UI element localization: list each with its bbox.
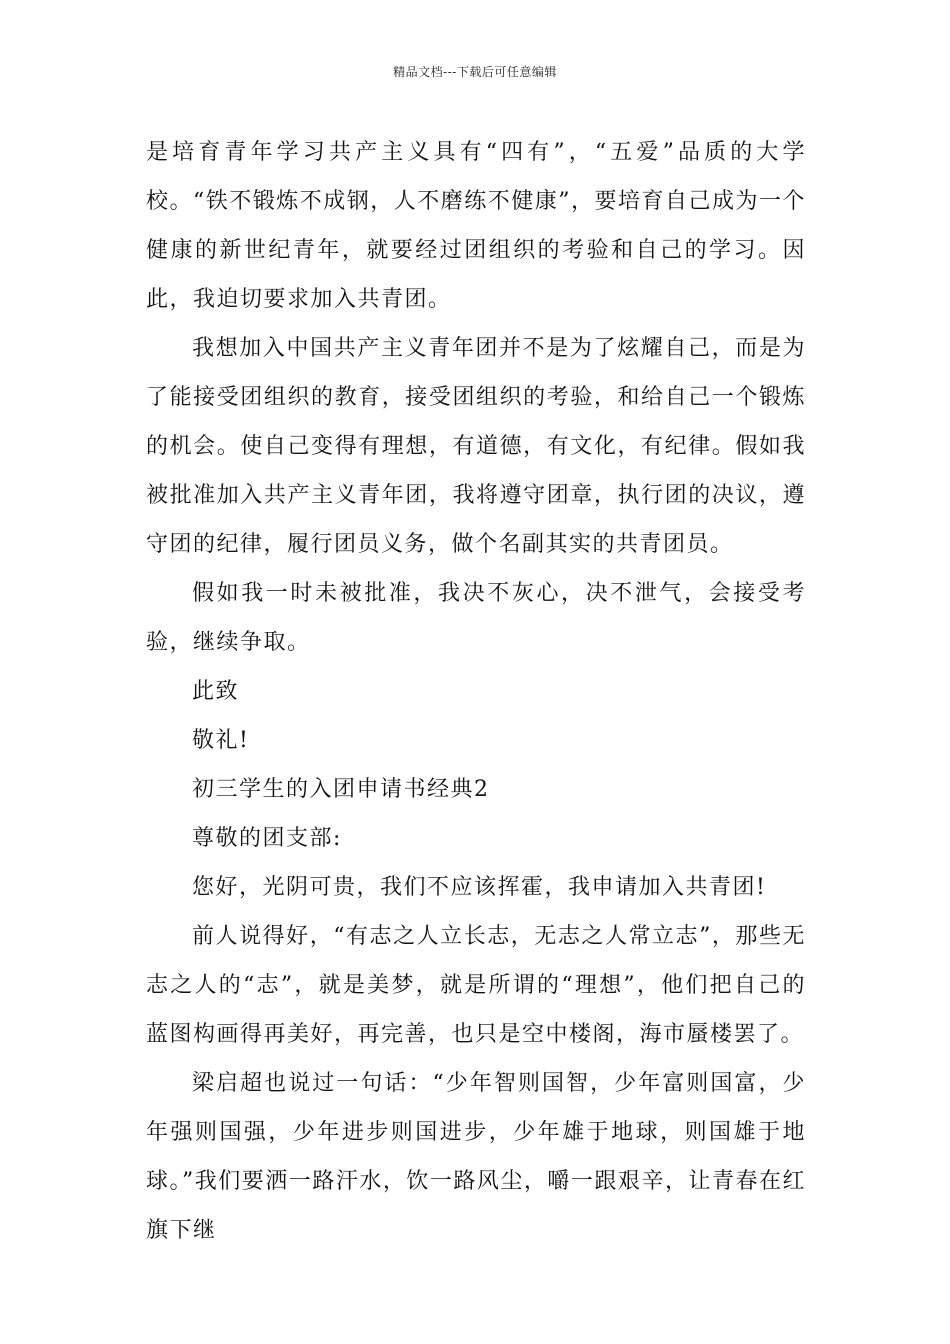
- section-title: 初三学生的入团申请书经典2: [192, 777, 490, 802]
- paragraph-continuation: 是培育青年学习共产主义具有“四有”，“五爱”品质的大学校。“铁不锻炼不成钢，人不磨练不健康”，要培育自己成为一个健康的新世纪青年，就要经过团组织的考验和自己的学习。因此，我迫切要求加入共青团。: [146, 140, 806, 312]
- page-header: 精品文档---下载后可任意编辑: [393, 65, 557, 79]
- paragraph-resolve: 假如我一时未被批准，我决不灰心，决不泄气，会接受考验，继续争取。: [146, 581, 806, 655]
- paragraph-quote: 梁启超也说过一句话：“少年智则国智，少年富则国富，少年强则国强，少年进步则国进步，少年雄于地球，则国雄于地球。”我们要洒一路汗水，饮一路风尘，嚼一跟艰辛，让青春在红旗下继: [146, 1071, 806, 1243]
- closing-respect: 敬礼!: [192, 728, 250, 753]
- document-body: [146, 128, 806, 1255]
- closing-salutation: 此致: [192, 679, 240, 704]
- letter-opening: 您好，光阴可贵，我们不应该挥霍，我申请加入共青团!: [192, 875, 767, 900]
- letter-greeting: 尊敬的团支部:: [192, 826, 342, 851]
- paragraph-ambition: 前人说得好，“有志之人立长志，无志之人常立志”，那些无志之人的“志”，就是美梦，就是所谓的“理想”，他们把自己的蓝图构画得再美好，再完善，也只是空中楼阁，海市蜃楼罢了。: [146, 924, 806, 1047]
- paragraph-motivation: 我想加入中国共产主义青年团并不是为了炫耀自己，而是为了能接受团组织的教育，接受团组织的考验，和给自己一个锻炼的机会。使自己变得有理想，有道德，有文化，有纪律。假如我被批准加入共产主义青年团，我将遵守团章，执行团的决议，遵守团的纪律，履行团员义务，做个名副其实的共青团员。: [146, 336, 806, 557]
